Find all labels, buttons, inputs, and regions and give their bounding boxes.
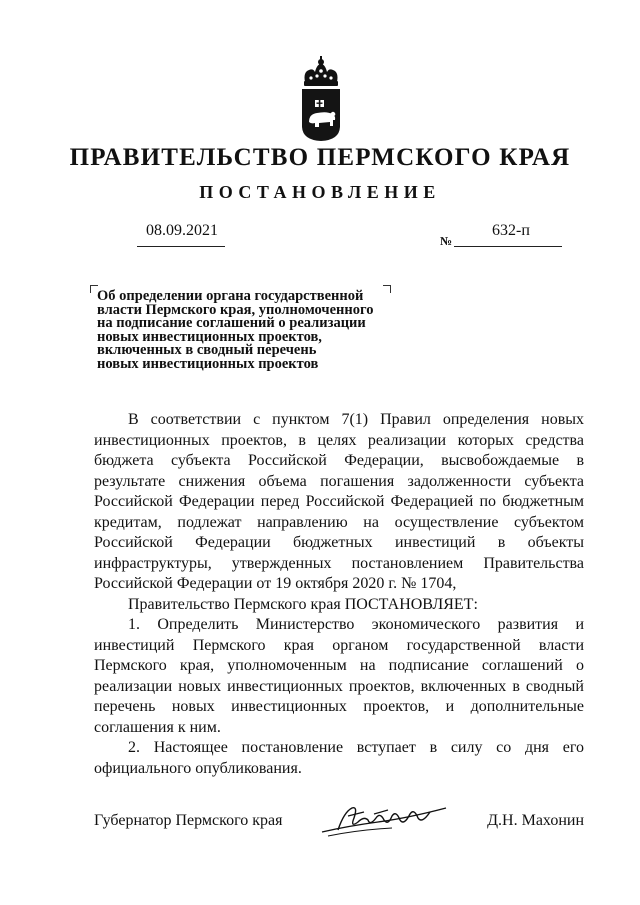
subject-line: Об определении органа государственной <box>97 288 364 304</box>
subject-line: власти Пермского края, уполномоченного <box>97 301 374 318</box>
subject-line: новых инвестиционных проектов <box>97 355 319 372</box>
signatory-position: Губернатор Пермского края <box>94 812 283 829</box>
subject-line: включенных в сводный перечень <box>97 342 317 358</box>
body-paragraph-item-2: 2. Настоящее постановление вступает в силу со дня его официального опубликования. <box>94 739 584 777</box>
document-date: 08.09.2021 <box>146 222 218 239</box>
body-paragraph-resolves: Правительство Пермского края ПОСТАНОВЛЯЕТ: <box>128 595 478 613</box>
perm-krai-coat-of-arms-icon <box>297 56 345 142</box>
subject-line: на подписание соглашений о реализации <box>97 315 366 331</box>
date-field <box>139 222 225 247</box>
signatory-name: Д.Н. Махонин <box>487 812 584 829</box>
body-paragraph-preamble: В соответствии с пунктом 7(1) Правил определения новых инвестиционных проектов, в целях реализации которых средства бюджета субъекта Российской Федерации, высвобождаемые в результате снижения объема погашения задолженности субъекта Российской Федерации перед Российской Федерацией по бюджетным кредитам, подлежат направлению на осуществление субъектом Российской Федерации бюджетных инвестиций в объекты инфраструктуры, утвержденных постановлением Правительства Российской Федерации от 19 октября 2020 г. № 1704, <box>94 411 584 592</box>
subject-line: новых инвестиционных проектов, <box>97 328 322 345</box>
body-paragraph-item-1: 1. Определить Министерство экономического развития и инвестиций Пермского края органом государственной власти Пермского края, уполномоченным на подписание соглашений о реализации новых инвестиционных проектов, включенных в сводный перечень новых инвестиционных проектов, и дополнительные соглашения к ним. <box>94 616 584 736</box>
number-underline <box>454 246 562 247</box>
document-body <box>94 410 584 779</box>
date-underline <box>137 240 225 247</box>
signature-block <box>94 812 584 852</box>
document-subject <box>97 290 397 371</box>
number-sign: № <box>440 234 453 248</box>
document-number: 632-п <box>492 222 530 239</box>
government-title: ПРАВИТЕЛЬСТВО ПЕРМСКОГО КРАЯ <box>69 144 571 171</box>
handwritten-signature-icon <box>318 800 454 840</box>
document-type: ПОСТАНОВЛЕНИЕ <box>199 182 441 202</box>
